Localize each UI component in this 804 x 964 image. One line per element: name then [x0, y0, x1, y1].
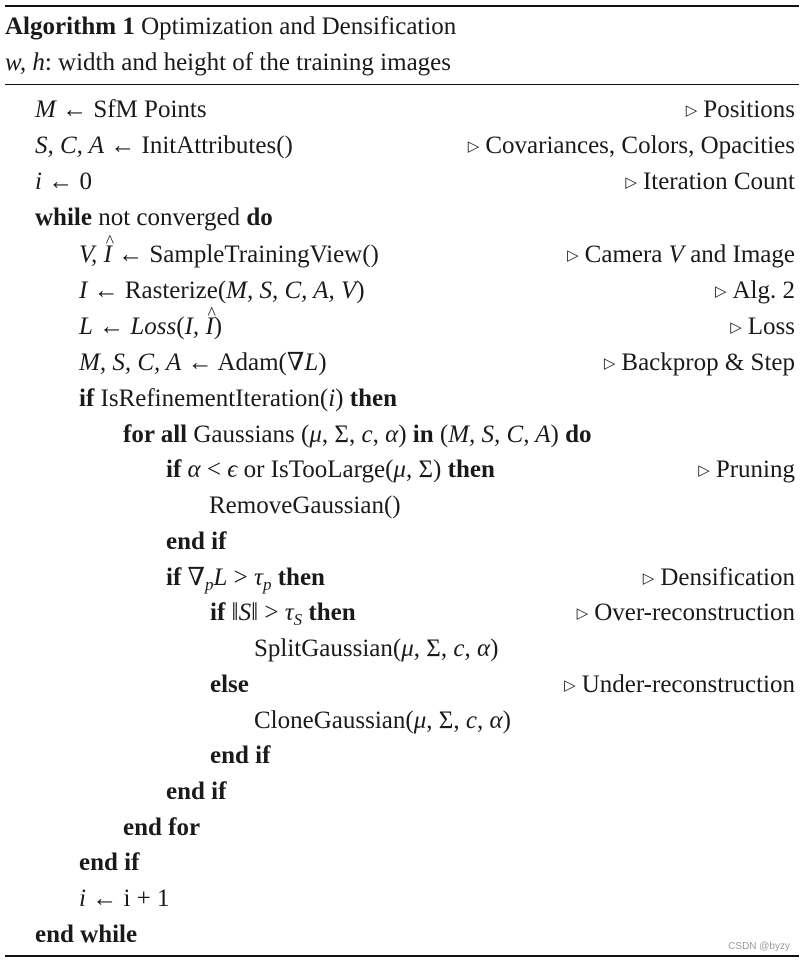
triangle-icon: ▷	[564, 676, 576, 694]
comment: ▷ Pruning	[698, 456, 795, 483]
algo-line-8	[0, 345, 804, 381]
code: if $\nabla_pL > \tau_p$ then	[166, 564, 325, 594]
algo-line-19	[0, 738, 804, 774]
code: M, S, C, A ← Adam(∇L)	[79, 349, 327, 376]
comment: ▷ Camera V and Image	[567, 241, 795, 268]
algo-line-22	[0, 845, 804, 881]
code: L ← Loss(I, ^ I)	[79, 309, 222, 345]
algorithm-input	[5, 46, 451, 80]
algo-line-4	[0, 200, 804, 236]
algo-line-5	[0, 237, 804, 273]
bottom-rule	[5, 955, 799, 957]
code: while not converged do	[35, 204, 273, 231]
comment: ▷ Covariances, Colors, Opacities	[467, 132, 795, 159]
code: SplitGaussian(μ, Σ, c, α)	[254, 635, 499, 662]
triangle-icon: ▷	[567, 246, 579, 264]
code: i ← i + 1	[79, 885, 170, 912]
comment: ▷ Positions	[685, 96, 795, 123]
triangle-icon: ▷	[714, 282, 727, 300]
algo-line-9	[0, 381, 804, 417]
algo-line-24	[0, 917, 804, 953]
algo-line-15	[0, 595, 804, 631]
code: end for	[123, 814, 201, 841]
algo-line-2	[0, 128, 804, 164]
code: for all Gaussians (μ, Σ, c, α) in (M, S, C, A) do	[123, 421, 592, 448]
comment: ▷ Backprop & Step	[603, 349, 795, 376]
algo-line-6	[0, 273, 804, 309]
code: i ← 0	[35, 168, 92, 195]
algo-line-14	[0, 560, 804, 596]
code: else	[210, 671, 249, 698]
top-rule	[5, 5, 799, 7]
triangle-icon: ▷	[685, 101, 698, 119]
triangle-icon: ▷	[603, 354, 616, 372]
algorithm-title: Optimization and Densification	[141, 13, 457, 40]
algo-line-1	[0, 92, 804, 128]
algo-line-11	[0, 452, 804, 488]
code: end if	[210, 742, 271, 769]
comment: ▷ Densification	[642, 564, 795, 591]
triangle-icon: ▷	[698, 461, 710, 479]
triangle-icon: ▷	[467, 137, 480, 155]
algo-line-12	[0, 488, 804, 524]
triangle-icon: ▷	[642, 569, 655, 587]
code: if α < ϵ or IsTooLarge(μ, Σ) then	[166, 456, 495, 483]
code: V, ^ I ← SampleTrainingView()	[79, 237, 379, 273]
code: I ← Rasterize(M, S, C, A, V)	[79, 277, 365, 304]
code: CloneGaussian(μ, Σ, c, α)	[254, 707, 511, 734]
algorithm-label: Algorithm 1	[5, 13, 135, 40]
input-vars: w, h	[5, 49, 45, 76]
algorithm-caption	[5, 10, 456, 44]
comment: ▷ Over-reconstruction	[576, 599, 795, 626]
code: S, C, A ← InitAttributes()	[35, 132, 293, 159]
watermark: CSDN @byzy	[728, 941, 790, 952]
input-desc: : width and height of the training images	[44, 49, 451, 76]
code: if ‖S‖ > $\tau_S$ then	[210, 599, 356, 629]
algo-line-20	[0, 774, 804, 810]
algo-line-23	[0, 881, 804, 917]
algo-line-21	[0, 810, 804, 846]
code: end if	[166, 778, 227, 805]
code: end if	[166, 528, 227, 555]
comment: ▷ Loss	[730, 313, 795, 340]
triangle-icon: ▷	[576, 604, 589, 622]
algo-line-13	[0, 524, 804, 560]
algo-line-10	[0, 417, 804, 453]
code: M ← SfM Points	[35, 96, 207, 123]
code: if IsRefinementIteration(i) then	[79, 385, 397, 412]
code: RemoveGaussian()	[209, 492, 401, 519]
triangle-icon: ▷	[730, 318, 742, 336]
comment: ▷ Under-reconstruction	[564, 671, 795, 698]
algo-line-17	[0, 667, 804, 703]
header-rule	[5, 84, 799, 85]
algo-line-7	[0, 309, 804, 345]
algo-line-16	[0, 631, 804, 667]
code: end if	[79, 849, 140, 876]
algo-line-18	[0, 703, 804, 739]
code: end while	[35, 921, 138, 948]
triangle-icon: ▷	[625, 173, 637, 191]
comment: ▷ Iteration Count	[625, 168, 795, 195]
algo-line-3	[0, 164, 804, 200]
comment: ▷ Alg. 2	[714, 277, 795, 304]
